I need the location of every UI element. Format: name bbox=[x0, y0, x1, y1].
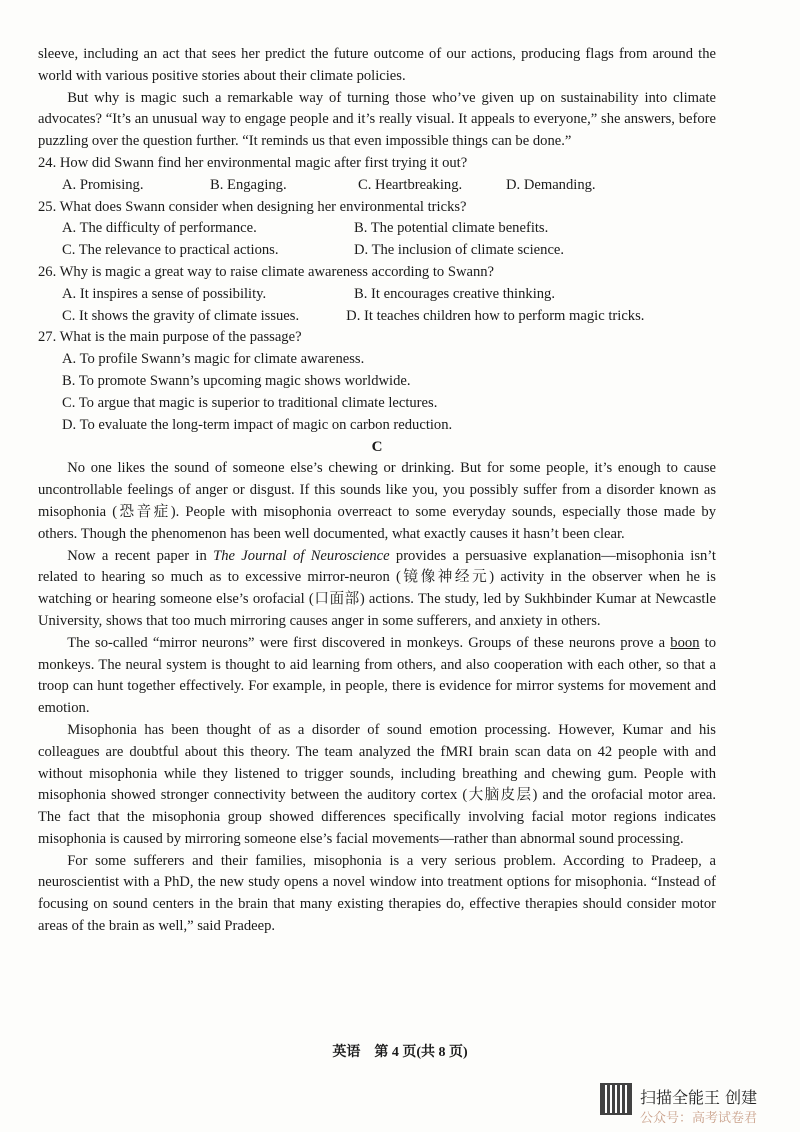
question-24-stem: 24. How did Swann find her environmental magic after first trying it out? bbox=[38, 154, 468, 171]
option-b: B. Engaging. bbox=[210, 176, 287, 193]
option-c: C. To argue that magic is superior to traditional climate lectures. bbox=[62, 394, 438, 411]
question-25-options-row1 bbox=[38, 218, 716, 240]
option-b: B. The potential climate benefits. bbox=[354, 220, 549, 237]
question-24-options bbox=[38, 175, 716, 197]
text-run: to monkeys. The neural system is thought to aid learning from others, and also cooperation with each other, so that a troop can hunt together effectively. For example, in people, there is evidence for mirror systems for movement and emotion. bbox=[38, 634, 717, 717]
underlined-word: boon bbox=[670, 634, 700, 651]
text-run: Now a recent paper in bbox=[67, 547, 214, 564]
option-a: A. To profile Swann’s magic for climate awareness. bbox=[62, 351, 365, 368]
option-a: A. The difficulty of performance. bbox=[62, 220, 257, 237]
option-d: D. The inclusion of climate science. bbox=[354, 242, 565, 259]
option-d: D. It teaches children how to perform magic tricks. bbox=[346, 307, 645, 324]
option-b: B. It encourages creative thinking. bbox=[354, 285, 555, 302]
qr-code-icon bbox=[600, 1083, 632, 1115]
question-26-stem: 26. Why is magic a great way to raise climate awareness according to Swann? bbox=[38, 263, 495, 280]
scanner-label: 扫描全能王 创建 bbox=[640, 1088, 758, 1107]
option-c: C. The relevance to practical actions. bbox=[62, 242, 279, 259]
option-b: B. To promote Swann’s upcoming magic shows worldwide. bbox=[62, 372, 411, 389]
option-d: D. To evaluate the long-term impact of magic on carbon reduction. bbox=[62, 416, 453, 433]
text-run: provides a persuasive explanation—misophonia isn’t related to hearing so much as to excessive mirror-neuron (镜像神经元) activity in the observer when he is watching or hearing someone else’s orofacial (口面部) actions. The study, led by Sukhbinder Kumar at Newcastle University, shows that too much mirroring causes anger in some sufferers, and anxiety in others. bbox=[38, 547, 716, 629]
passage-c-paragraph-1: No one likes the sound of someone else’s chewing or drinking. But for some people, it’s enough to cause uncontrollable feelings of anger or disgust. If this sounds like you, you possibly suffer from a disorder known as misophonia (恐音症). People with misophonia overreact to some everyday sounds, especially those made by others. Though the phenomenon has been well documented, what exactly causes it hasn’t been clear. bbox=[38, 460, 716, 542]
question-25-stem: 25. What does Swann consider when designing her environmental tricks? bbox=[38, 198, 467, 215]
option-c: C. Heartbreaking. bbox=[358, 176, 463, 193]
section-heading: C bbox=[371, 439, 383, 456]
question-26-options-row2 bbox=[38, 306, 716, 328]
page-footer: 英语 第 4 页(共 8 页) bbox=[332, 1045, 468, 1060]
question-26-options-row1 bbox=[38, 284, 716, 306]
paragraph-top-1: sleeve, including an act that sees her predict the future outcome of our actions, producing flags from around the world with various positive stories about their climate policies. bbox=[38, 46, 716, 84]
journal-title: The Journal of Neuroscience bbox=[213, 547, 390, 564]
exam-page bbox=[38, 44, 716, 938]
option-a: A. Promising. bbox=[62, 176, 144, 193]
question-27-stem: 27. What is the main purpose of the passage? bbox=[38, 329, 302, 346]
passage-c-paragraph-3 bbox=[38, 633, 716, 720]
option-a: A. It inspires a sense of possibility. bbox=[62, 285, 267, 302]
text-run: The so-called “mirror neurons” were first discovered in monkeys. Groups of these neurons prove a bbox=[67, 634, 671, 651]
question-25-options-row2 bbox=[38, 240, 716, 262]
scanner-stamp bbox=[600, 1081, 796, 1125]
watermark: 公众号：高考试卷君 bbox=[640, 1111, 758, 1126]
paragraph-top-2: But why is magic such a remarkable way of turning those who’ve given up on sustainability into climate advocates? “It’s an unusual way to engage people and it’s really visual. It appeals to everyone,” she answers, before puzzling over the question further. “It reminds us that even impossible things can be done.” bbox=[38, 89, 716, 150]
option-d: D. Demanding. bbox=[506, 176, 596, 193]
passage-c-paragraph-2 bbox=[38, 546, 716, 633]
option-c: C. It shows the gravity of climate issues. bbox=[62, 307, 300, 324]
passage-c-paragraph-5: For some sufferers and their families, misophonia is a very serious problem. According to Pradeep, a neuroscientist with a PhD, the new study opens a novel window into treatment options for misophonia. “Instead of focusing on sound centers in the brain that many existing therapies do, effective therapies should consider motor areas of the brain as well,” said Pradeep. bbox=[38, 852, 716, 935]
passage-c-paragraph-4: Misophonia has been thought of as a disorder of sound emotion processing. However, Kumar and his colleagues are doubtful about this theory. The team analyzed the fMRI brain scan data on 42 people with and without misophonia while they listened to trigger sounds, including breathing and chewing gum. People with misophonia showed stronger connectivity between the auditory cortex (大脑皮层) and the orofacial motor area. The fact that the misophonia group showed differences specifically involving facial motor regions indicates misophonia is caused by mirroring someone else’s facial movements—rather than abnormal sound processing. bbox=[38, 721, 716, 847]
